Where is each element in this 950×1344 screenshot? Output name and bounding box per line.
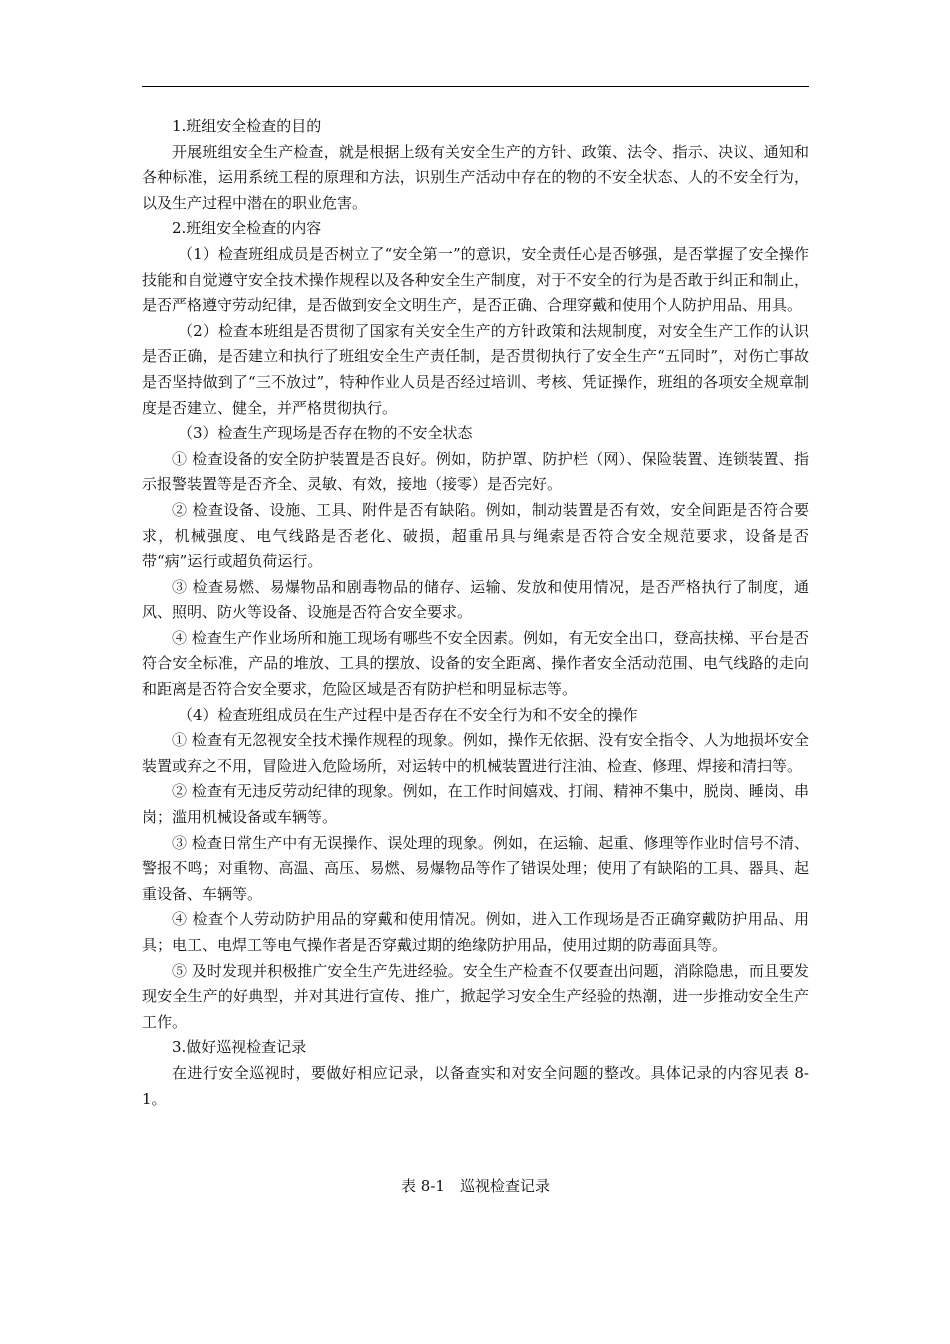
paragraph-item-4-5: ⑤ 及时发现并积极推广安全生产先进经验。安全生产检查不仅要查出问题，消除隐患，而且要发现安全生产的好典型，并对其进行宣传、推广，掀起学习安全生产经验的热潮，进一步推动安全生产工作。 (142, 961, 809, 1031)
section-heading-records: 3.做好巡视检查记录 (172, 1038, 307, 1057)
table-caption: 表 8-1 巡视检查记录 (401, 1177, 550, 1195)
paragraph-item-3-1: ① 检查设备的安全防护装置是否良好。例如，防护罩、防护栏（网）、保险装置、连锁装置、指示报警装置等是否齐全、灵敏、有效，接地（接零）是否完好。 (142, 449, 809, 494)
paragraph-item-4: （4）检查班组成员在生产过程中是否存在不安全行为和不安全的操作 (178, 705, 638, 724)
paragraph-item-4-4: ④ 检查个人劳动防护用品的穿戴和使用情况。例如，进入工作现场是否正确穿戴防护用品、用具；电工、电焊工等电气操作者是否穿戴过期的绝缘防护用品，使用过期的防毒面具等。 (142, 910, 809, 954)
section-heading-purpose: 1.班组安全检查的目的 (172, 117, 322, 135)
paragraph-purpose: 开展班组安全生产检查，就是根据上级有关安全生产的方针、政策、法令、指示、决议、通知和各种标准，运用系统工程的原理和方法，识别生产活动中存在的物的不安全状态、人的不安全行为，以及生产过程中潜在的职业危害。 (142, 142, 809, 212)
paragraph-records: 在进行安全巡视时，要做好相应记录，以备查实和对安全问题的整改。具体记录的内容见表 8-1。 (142, 1063, 809, 1108)
paragraph-item-3: （3）检查生产现场是否存在物的不安全状态 (178, 424, 473, 443)
paragraph-item-4-1: ① 检查有无忽视安全技术操作规程的现象。例如，操作无依据、没有安全指令、人为地损坏安全装置或弃之不用，冒险进入危险场所，对运转中的机械装置进行注油、检查、修理、焊接和清扫等。 (142, 731, 809, 775)
paragraph-item-3-2: ② 检查设备、设施、工具、附件是否有缺陷。例如，制动装置是否有效，安全间距是否符合要求，机械强度、电气线路是否老化、破损，超重吊具与绳索是否符合安全规范要求，设备是否带“病”运行或超负荷运行。 (142, 500, 809, 571)
paragraph-item-4-3: ③ 检查日常生产中有无误操作、误处理的现象。例如，在运输、起重、修理等作业时信号不清、警报不鸣；对重物、高温、高压、易燃、易爆物品等作了错误处理；使用了有缺陷的工具、器具、起重设备、车辆等。 (142, 833, 809, 903)
document-body (142, 114, 809, 1112)
paragraph-item-2: （2）检查本班组是否贯彻了国家有关安全生产的方针政策和法规制度，对安全生产工作的认识是否正确，是否建立和执行了班组安全生产责任制，是否贯彻执行了安全生产“五同时”，对伤亡事故是否坚持做到了“三不放过”，特种作业人员是否经过培训、考核、凭证操作，班组的各项安全规章制度是否建立、健全，并严格贯彻执行。 (142, 321, 809, 417)
section-heading-content: 2.班组安全检查的内容 (172, 219, 322, 238)
paragraph-item-3-4: ④ 检查生产作业场所和施工现场有哪些不安全因素。例如，有无安全出口，登高扶梯、平台是否符合安全标准，产品的堆放、工具的摆放、设备的安全距离、操作者安全活动范围、电气线路的走向和距离是否符合安全要求，危险区域是否有防护栏和明显标志等。 (142, 628, 809, 699)
paragraph-item-3-3: ③ 检查易燃、易爆物品和剧毒物品的储存、运输、发放和使用情况，是否严格执行了制度，通风、照明、防火等设备、设施是否符合安全要求。 (142, 577, 809, 622)
header-rule (142, 86, 809, 87)
paragraph-item-4-2: ② 检查有无违反劳动纪律的现象。例如，在工作时间嬉戏、打闹、精神不集中，脱岗、睡岗、串岗；滥用机械设备或车辆等。 (142, 782, 809, 827)
paragraph-item-1: （1）检查班组成员是否树立了“安全第一”的意识，安全责任心是否够强，是否掌握了安全操作技能和自觉遵守安全技术操作规程以及各种安全生产制度，对于不安全的行为是否敢于纠正和制止，是否严格遵守劳动纪律，是否做到安全文明生产，是否正确、合理穿戴和使用个人防护用品、用具。 (142, 244, 809, 315)
